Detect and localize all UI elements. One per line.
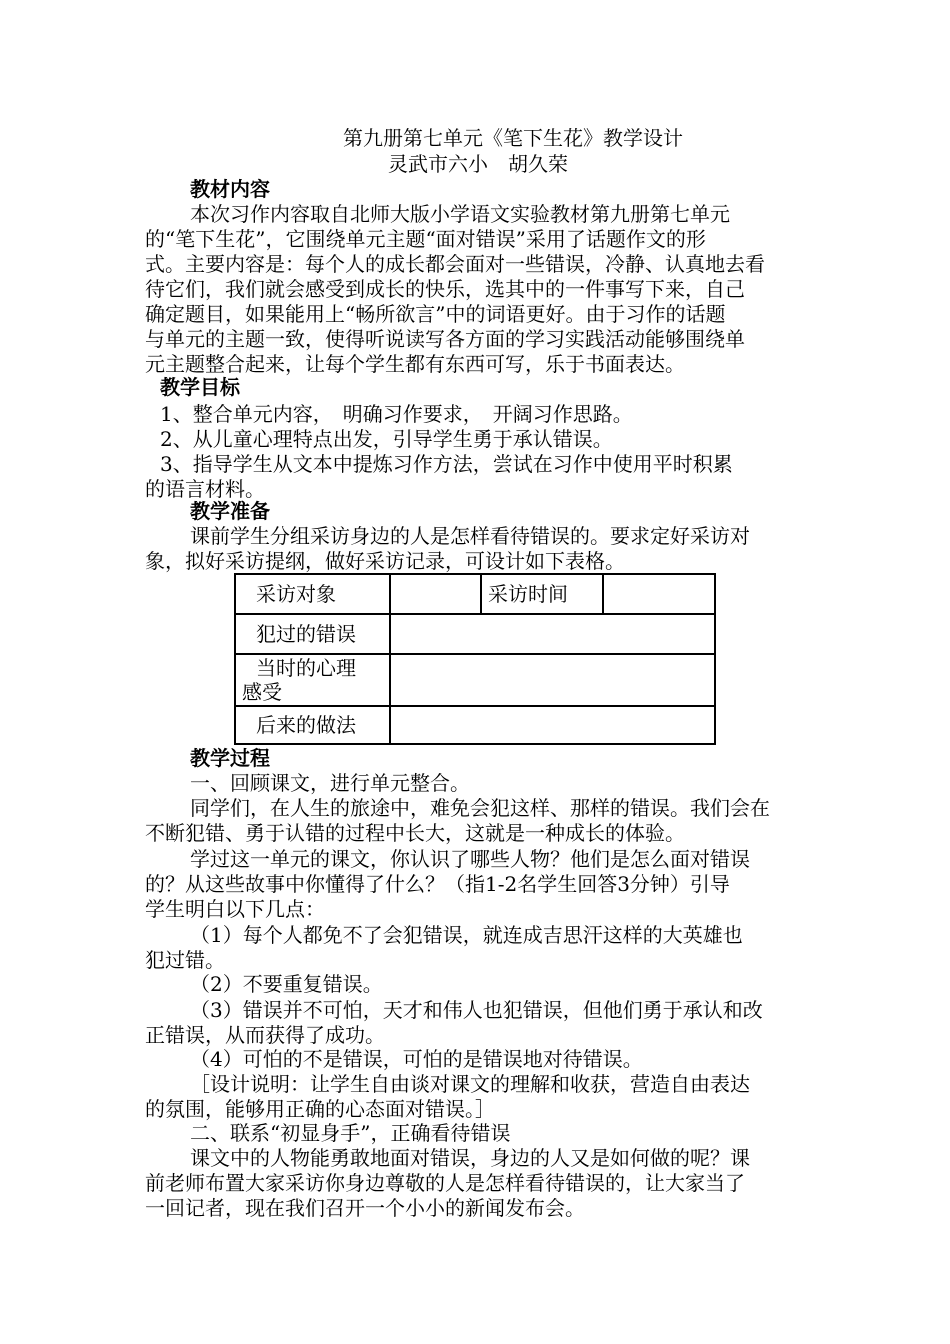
section-heading-process: 教学过程: [190, 746, 270, 770]
objective-item: 1、整合单元内容， 明确习作要求， 开阔习作思路。: [160, 402, 633, 426]
section-heading-preparation: 教学准备: [190, 499, 270, 523]
paragraph-line: 课文中的人物能勇敢地面对错误，身边的人又是如何做的呢？课: [190, 1146, 750, 1170]
table-label-feelings: 当时的心理 感受: [235, 654, 390, 706]
paragraph-line: 不断犯错、勇于认错的过程中长大，这就是一种成长的体验。: [145, 821, 685, 845]
objective-item: 3、指导学生从文本中提炼习作方法，尝试在习作中使用平时积累: [160, 452, 733, 476]
objective-item: 的语言材料。: [145, 477, 265, 501]
paragraph-line: 一、回顾课文，进行单元整合。: [190, 771, 470, 795]
table-cell-empty: [603, 574, 716, 614]
list-item: （2）不要重复错误。: [190, 972, 383, 996]
list-item: 正错误，从而获得了成功。: [145, 1023, 385, 1047]
design-note: 的氛围，能够用正确的心态面对错误。］: [145, 1097, 495, 1121]
design-note: ［设计说明：让学生自由谈对课文的理解和收获，营造自由表达: [190, 1072, 750, 1096]
list-item: （1）每个人都免不了会犯错误，就连成吉思汗这样的大英雄也: [190, 923, 743, 947]
objective-item: 2、从儿童心理特点出发，引导学生勇于承认错误。: [160, 427, 613, 451]
interview-record-table: [234, 573, 716, 745]
paragraph-line: 二、联系“初显身手”，正确看待错误: [190, 1121, 511, 1145]
table-label-later-actions: 后来的做法: [235, 706, 390, 744]
table-label-mistakes: 犯过的错误: [235, 614, 390, 654]
paragraph-line: 确定题目，如果能用上“畅所欲言”中的词语更好。由于习作的话题: [145, 302, 726, 326]
paragraph-line: 象，拟好采访提纲，做好采访记录，可设计如下表格。: [145, 549, 625, 573]
paragraph-line: 学生明白以下几点：: [145, 897, 325, 921]
paragraph-line: 学过这一单元的课文，你认识了哪些人物？他们是怎么面对错误: [190, 847, 750, 871]
paragraph-line: 元主题整合起来，让每个学生都有东西可写，乐于书面表达。: [145, 352, 685, 376]
list-item: （4）可怕的不是错误，可怕的是错误地对待错误。: [190, 1047, 643, 1071]
table-cell-empty: [390, 574, 481, 614]
paragraph-line: 本次习作内容取自北师大版小学语文实验教材第九册第七单元: [190, 202, 730, 226]
table-label-interview-time: 采访时间: [481, 574, 603, 614]
paragraph-line: 课前学生分组采访身边的人是怎样看待错误的。要求定好采访对: [190, 524, 750, 548]
list-item: （3）错误并不可怕，天才和伟人也犯错误，但他们勇于承认和改: [190, 998, 763, 1022]
table-label-interviewee: 采访对象: [235, 574, 390, 614]
table-cell-empty: [390, 706, 715, 744]
paragraph-line: 的“笔下生花”，它围绕单元主题“面对错误”采用了话题作文的形: [145, 227, 706, 251]
paragraph-line: 一回记者，现在我们召开一个小小的新闻发布会。: [145, 1196, 585, 1220]
document-author: 灵武市六小 胡久荣: [388, 152, 568, 176]
document-title: 第九册第七单元《笔下生花》教学设计: [343, 126, 683, 150]
paragraph-line: 前老师布置大家采访你身边尊敬的人是怎样看待错误的，让大家当了: [145, 1171, 745, 1195]
paragraph-line: 的？从这些故事中你懂得了什么？（指1-2名学生回答3分钟）引导: [145, 872, 730, 896]
paragraph-line: 式。主要内容是：每个人的成长都会面对一些错误，冷静、认真地去看: [145, 252, 765, 276]
table-cell-empty: [390, 654, 715, 706]
section-heading-objectives: 教学目标: [160, 375, 240, 399]
list-item: 犯过错。: [145, 948, 225, 972]
paragraph-line: 待它们，我们就会感受到成长的快乐，选其中的一件事写下来，自己: [145, 277, 745, 301]
paragraph-line: 与单元的主题一致，使得听说读写各方面的学习实践活动能够围绕单: [145, 327, 745, 351]
table-cell-empty: [390, 614, 715, 654]
paragraph-line: 同学们，在人生的旅途中，难免会犯这样、那样的错误。我们会在: [190, 796, 770, 820]
section-heading-materials: 教材内容: [190, 177, 270, 201]
